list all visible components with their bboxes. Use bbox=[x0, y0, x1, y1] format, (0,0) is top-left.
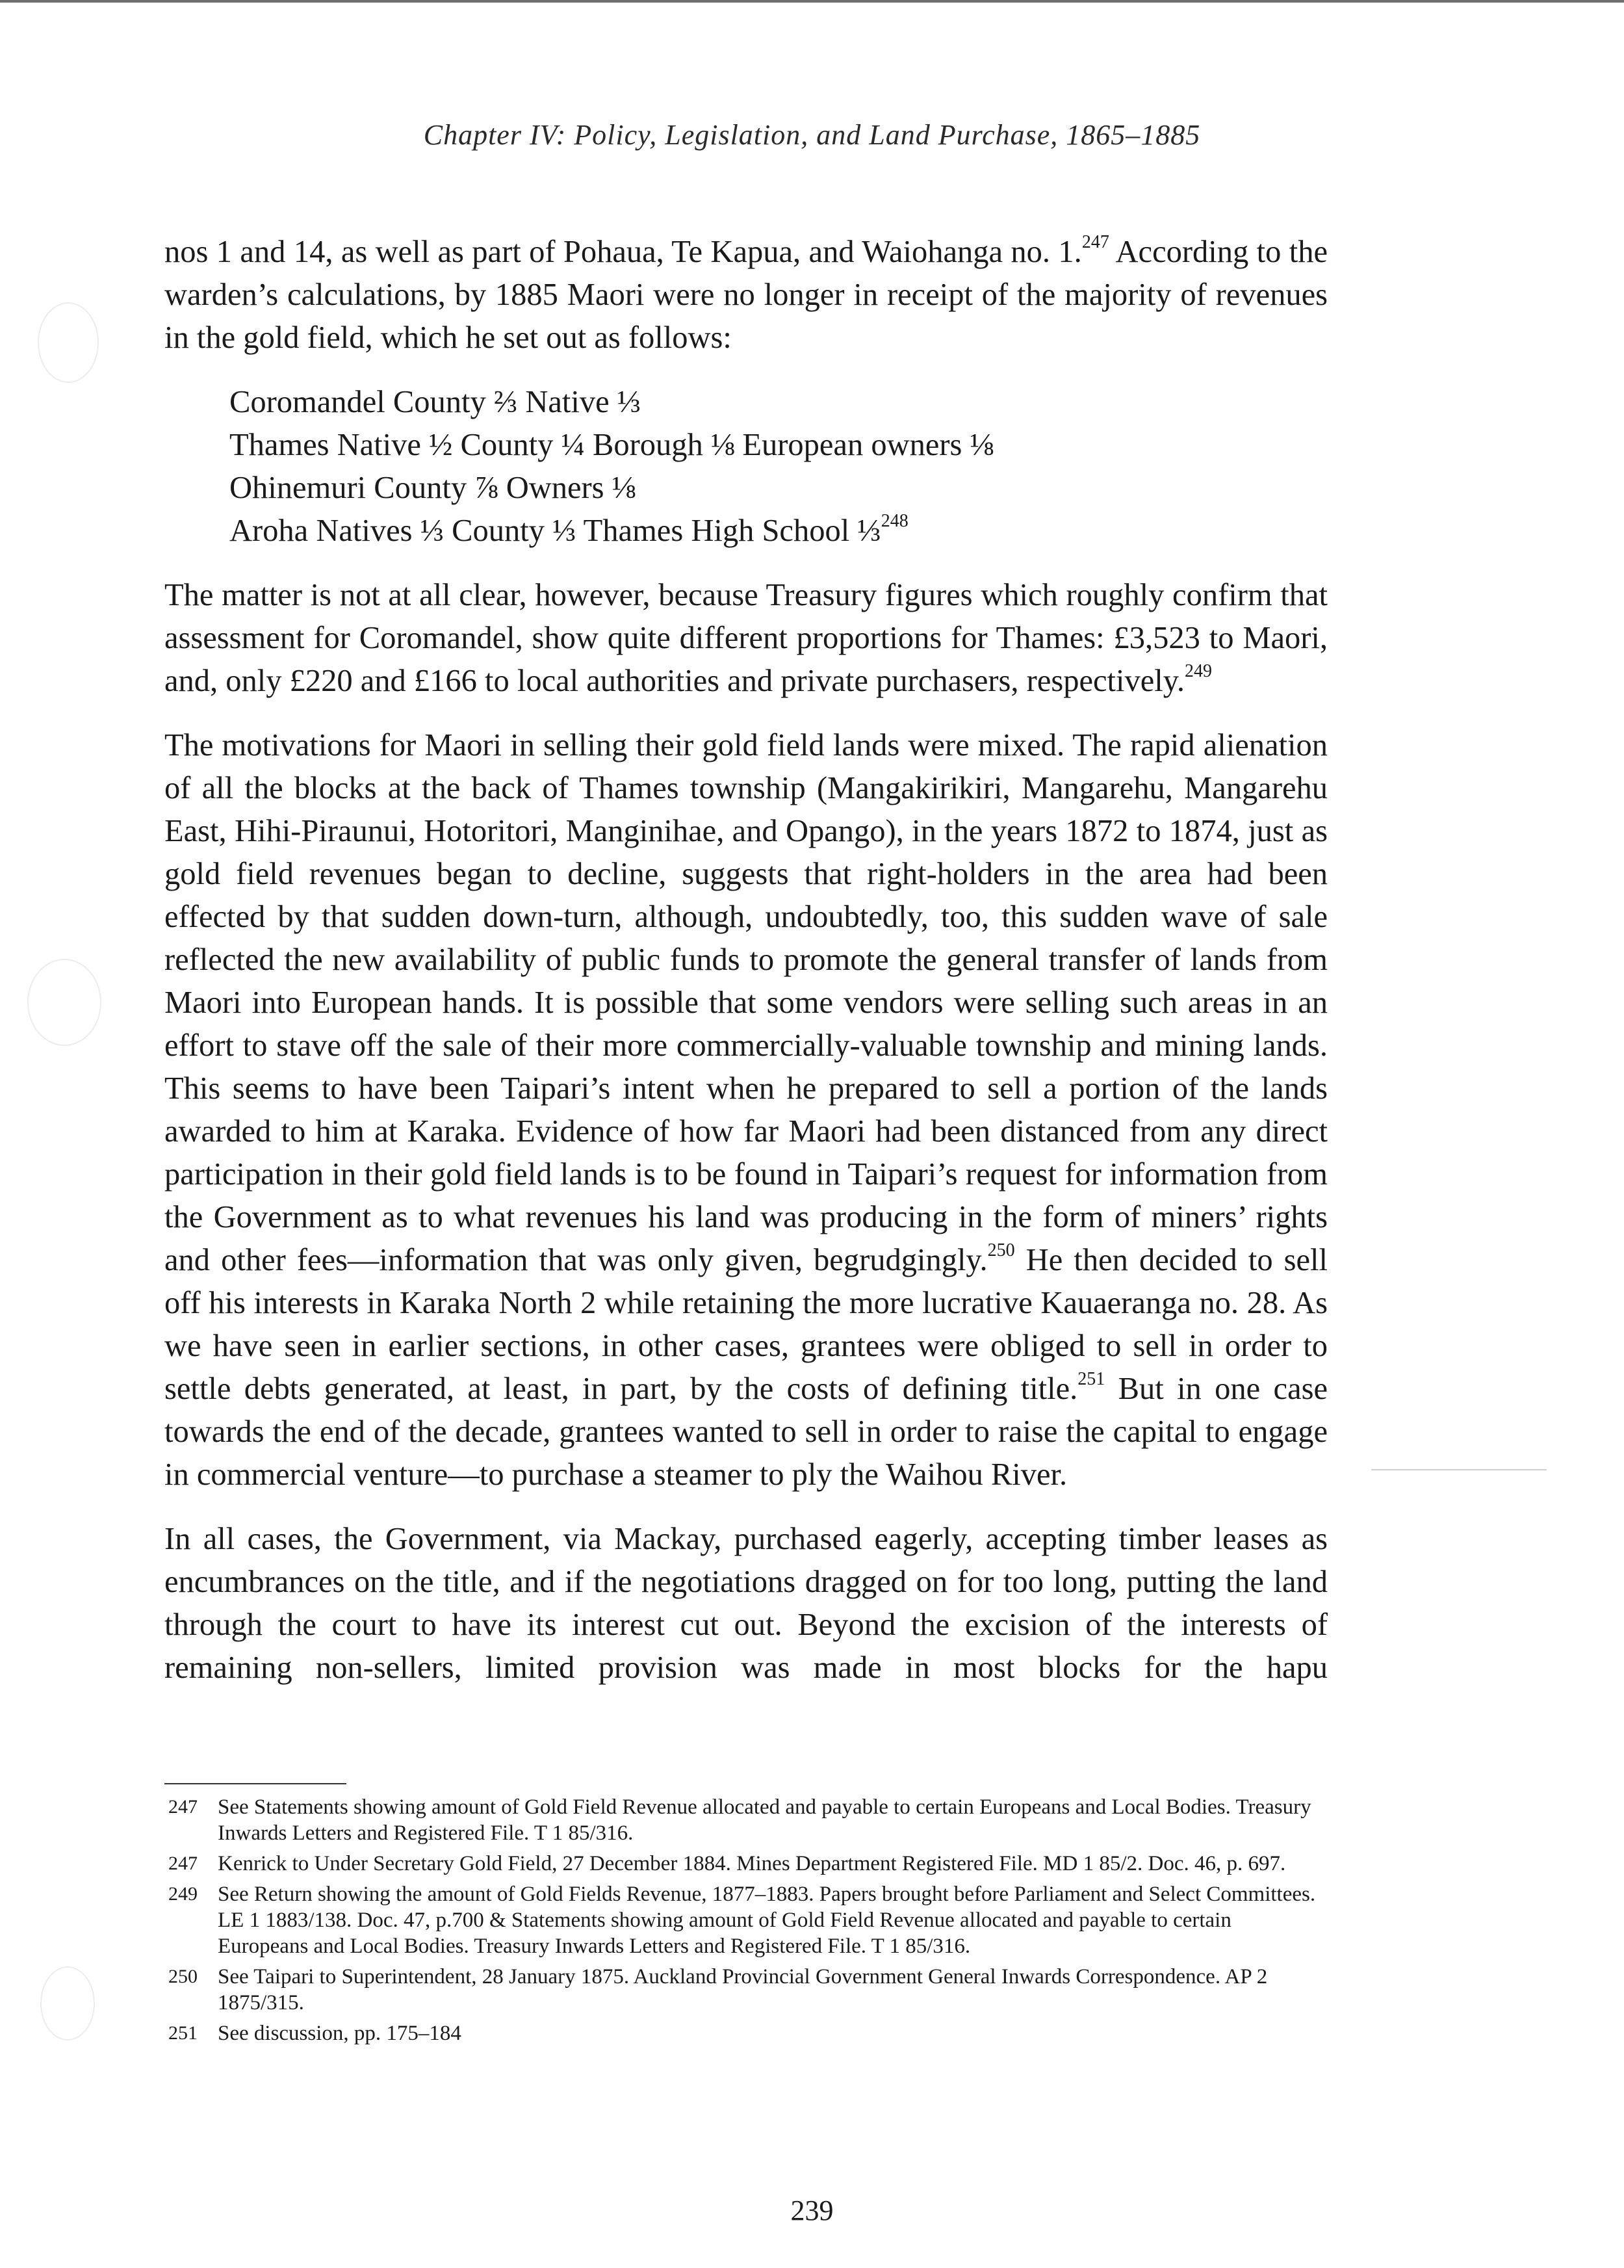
footnote-ref[interactable]: 247 bbox=[1081, 232, 1109, 252]
binding-hole-mark bbox=[38, 302, 99, 383]
footnote bbox=[164, 1794, 1321, 1846]
running-header: Chapter IV: Policy, Legislation, and Land Purchase, 1865–1885 bbox=[423, 119, 1201, 151]
footnote-text: See Statements showing amount of Gold Field Revenue allocated and payable to certain Europeans and Local Bodies. Treasury Inwards Letters and Registered File. T 1 85/316. bbox=[218, 1795, 1311, 1845]
top-edge-rule bbox=[0, 0, 1624, 3]
binding-hole-mark bbox=[27, 959, 101, 1046]
binding-hole-mark bbox=[40, 1966, 95, 2040]
footnote-number: 249 bbox=[168, 1883, 198, 1905]
footnote-ref[interactable]: 250 bbox=[987, 1240, 1015, 1260]
footnote-ref[interactable]: 251 bbox=[1077, 1369, 1105, 1389]
footnote-ref[interactable]: 249 bbox=[1184, 661, 1212, 681]
revenue-line: Ohinemuri County ⅞ Owners ⅛ bbox=[229, 471, 636, 505]
page-number: 239 bbox=[790, 2195, 834, 2226]
footnotes bbox=[164, 1794, 1321, 2051]
footnote-text: See Taipari to Superintendent, 28 January 1875. Auckland Provincial Government General Inwards Correspondence. AP 2 1875/315. bbox=[218, 1965, 1268, 2014]
footnote bbox=[164, 1964, 1321, 2016]
footnote-separator bbox=[164, 1783, 346, 1784]
footnote bbox=[164, 1851, 1321, 1877]
paragraph-2: The matter is not at all clear, however, because Treasury figures which roughly confirm that assessment for Coromandel, show quite different proportions for Thames: £3,523 to Maori, and, only £220 and £166 to local authorities and private purchasers, respectively.$^{249}$ bbox=[164, 578, 1328, 698]
footnote-ref[interactable]: 248 bbox=[881, 511, 909, 531]
footnote bbox=[164, 1881, 1321, 1959]
footnote-number: 247 bbox=[168, 1796, 198, 1818]
footnote-text: Kenrick to Under Secretary Gold Field, 27 December 1884. Mines Department Registered File. MD 1 85/2. Doc. 46, p. 697. bbox=[218, 1852, 1286, 1875]
paragraph-4: In all cases, the Government, via Mackay, purchased eagerly, accepting timber leases as encumbrances on the title, and if the negotiations dragged on for too long, putting the land through the court to have its interest cut out. Beyond the excision of the interests of remaining non-sellers, limited provision was made in most blocks for the hapu bbox=[164, 1522, 1328, 1685]
footnote-number: 250 bbox=[168, 1966, 198, 1987]
footnote bbox=[164, 2020, 1321, 2046]
revenue-line: Coromandel County ⅔ Native ⅓ bbox=[229, 385, 641, 419]
paragraph-3: The motivations for Maori in selling their gold field lands were mixed. The rapid alienation of all the blocks at the back of Thames township (Mangakirikiri, Mangarehu, Mangarehu East, Hihi-Piraunui, Hotoritori, Manginihae, and Opango), in the years 1872 to 1874, just as gold field revenues began to decline, suggests that right-holders in the area had been effected by that sudden down-turn, although, undoubtedly, too, this sudden wave of sale reflected the new availability of public funds to promote the general transfer of lands from Maori into European hands. It is possible that some vendors were selling such areas in an effort to stave off the sale of their more commercially-valuable township and mining lands. This seems to have been Taipari’s intent when he prepared to sell a portion of the lands awarded to him at Karaka. Evidence of how far Maori had been distanced from any direct participation in their gold field lands is to be found in Taipari’s request for information from the Government as to what revenues his land was producing in the form of miners’ rights and other fees—information that was only given, begrudgingly.$^{250}$ He then decided to sell off his interests in Karaka North 2 while retaining the more lucrative Kauaeranga no. 28. As we have seen in earlier sections, in other cases, grantees were obliged to sell in order to settle debts generated, at least, in part, by the costs of defining title.$^{251}$ But in one case towards the end of the decade, grantees wanted to sell in order to raise the capital to engage in commercial venture—to purchase a steamer to ply the Waihou River. bbox=[164, 728, 1328, 1492]
revenue-line: Aroha Natives ⅓ County ⅓ Thames High School ⅓$^{248}$ bbox=[229, 511, 909, 548]
revenue-line: Thames Native ½ County ¼ Borough ⅛ European owners ⅛ bbox=[229, 428, 994, 462]
footnote-text: See Return showing the amount of Gold Fields Revenue, 1877–1883. Papers brought before Parliament and Select Committees. LE 1 1883/138. Doc. 47, p.700 & Statements showing amount of Gold Field Revenue allocated and payable to certain Europeans and Local Bodies. Treasury Inwards Letters and Registered File. T 1 85/316. bbox=[218, 1883, 1316, 1958]
footnote-number: 251 bbox=[168, 2022, 198, 2044]
margin-scan-line bbox=[1371, 1469, 1547, 1470]
paragraph-1: nos 1 and 14, as well as part of Pohaua, Te Kapua, and Waiohanga no. 1.$^{247}$ According to the warden’s calculations, by 1885 Maori were no longer in receipt of the majority of revenues in the gold field, which he set out as follows: bbox=[164, 232, 1328, 355]
revenue-list bbox=[164, 381, 1328, 553]
footnote-number: 247 bbox=[168, 1853, 198, 1874]
footnote-text: See discussion, pp. 175–184 bbox=[218, 2022, 461, 2045]
body-text bbox=[164, 231, 1328, 1711]
